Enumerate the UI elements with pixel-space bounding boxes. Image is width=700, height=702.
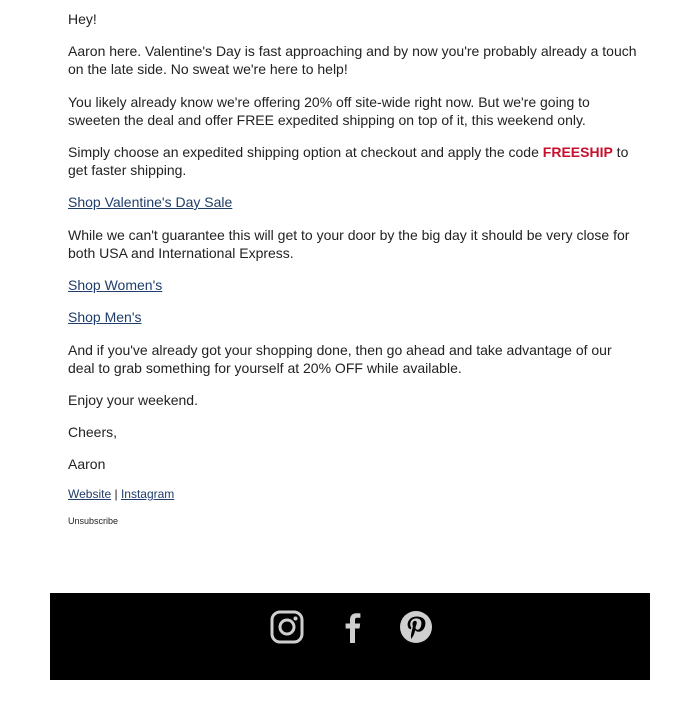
promo-code: FREESHIP (542, 144, 613, 160)
valentines-sale-paragraph (68, 193, 638, 211)
offer-paragraph: You likely already know we're offering 20% off site-wide right now. But we're going to sweeten the deal and offer FREE expedited shipping on top of it, this weekend only. (68, 94, 590, 128)
delivery-paragraph: While we can't guarantee this will get to your door by the big day it should be very close for both USA and International Express. (68, 227, 630, 261)
footer-text-links (68, 487, 174, 501)
facebook-icon[interactable] (335, 609, 371, 645)
womens-paragraph (68, 276, 638, 294)
closing: Cheers, (68, 424, 118, 440)
shipping-code-text-before: Simply choose an expedited shipping option at checkout and apply the code (68, 144, 543, 160)
instagram-icon[interactable] (269, 609, 305, 645)
shop-womens-link[interactable]: Shop Women's (68, 277, 163, 293)
instagram-link[interactable]: Instagram (120, 487, 175, 501)
link-separator: | (111, 487, 121, 501)
mens-paragraph (68, 308, 638, 326)
unsubscribe-link[interactable]: Unsubscribe (68, 516, 119, 526)
shop-valentines-sale-link[interactable]: Shop Valentine's Day Sale (68, 194, 233, 210)
shop-mens-link[interactable]: Shop Men's (68, 309, 142, 325)
pinterest-icon[interactable] (398, 609, 434, 645)
greeting: Hey! (68, 11, 97, 27)
weekend-paragraph: Enjoy your weekend. (68, 392, 198, 408)
signature: Aaron (68, 456, 106, 472)
shipping-code-paragraph (68, 143, 638, 179)
self-gift-paragraph: And if you've already got your shopping done, then go ahead and take advantage of our deal to grab something for yourself at 20% OFF while available. (68, 342, 612, 376)
intro-paragraph: Aaron here. Valentine's Day is fast approaching and by now you're probably already a touch on the late side. No sweat we're here to help! (68, 43, 637, 77)
social-footer (50, 593, 650, 680)
shipping-code-text-after: to get faster shipping. (68, 144, 629, 178)
website-link[interactable]: Website (68, 487, 112, 501)
